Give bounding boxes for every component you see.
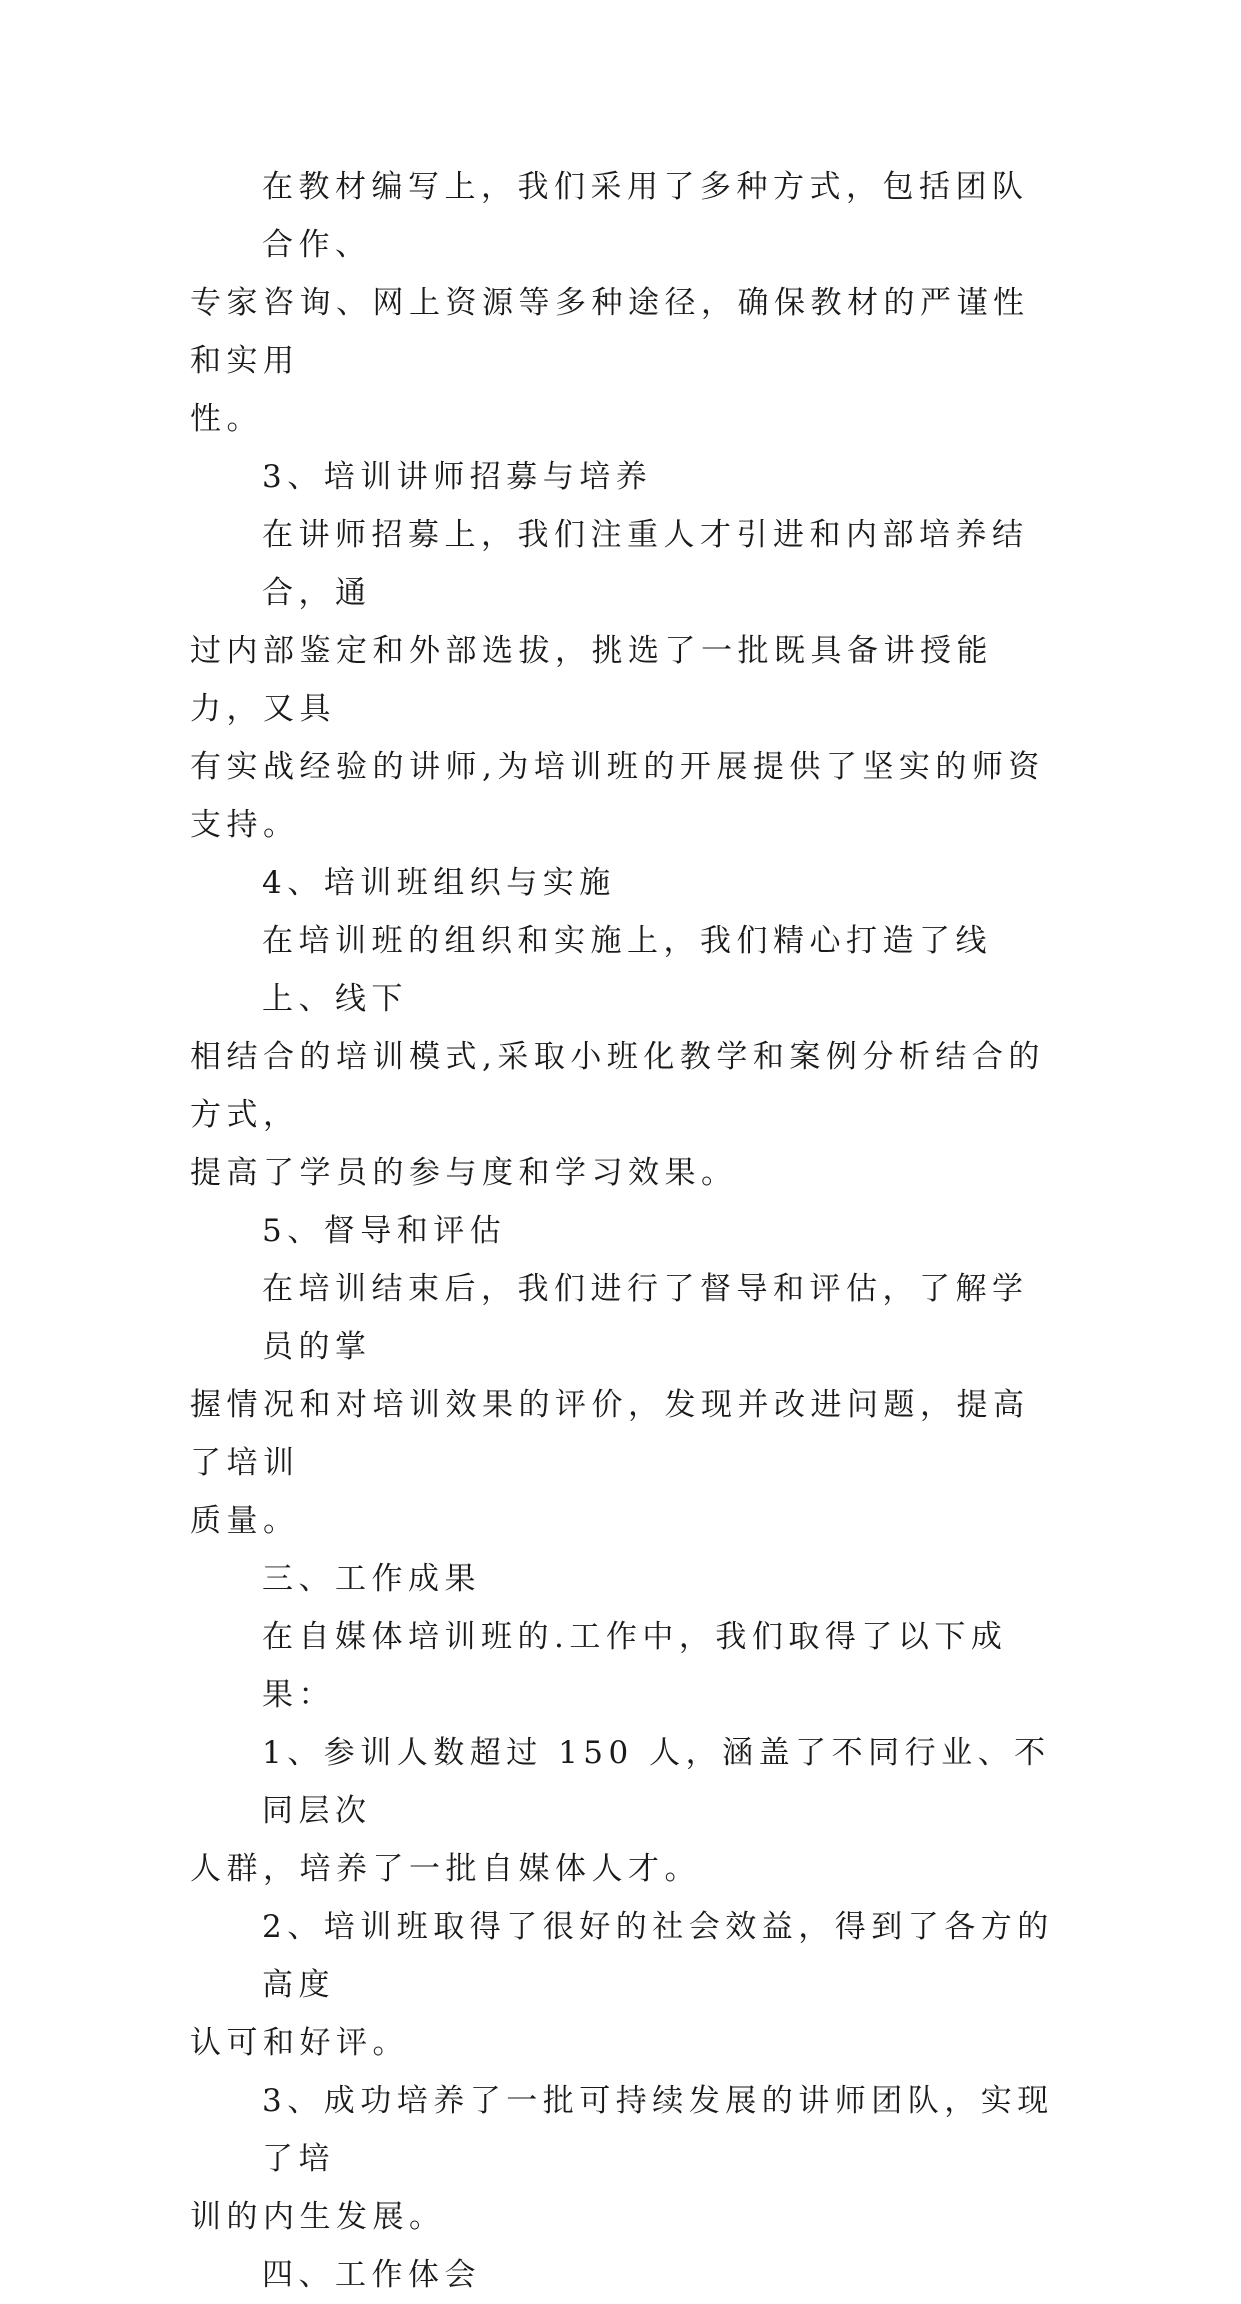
paragraph-result-1 xyxy=(190,1724,1060,1898)
text-line: 有实战经验的讲师,为培训班的开展提供了坚实的师资支持。 xyxy=(190,749,1045,843)
text-line: 相结合的培训模式,采取小班化教学和案例分析结合的方式， xyxy=(190,1039,1045,1133)
paragraph-supervision xyxy=(190,1260,1060,1550)
paragraph-result-3 xyxy=(190,2072,1060,2246)
paragraph-trainer-recruitment xyxy=(190,506,1060,854)
text-line: 4、培训班组织与实施 xyxy=(262,865,616,901)
text-line: 专家咨询、网上资源等多种途径，确保教材的严谨性和实用 xyxy=(190,285,1030,379)
text-line: 2、培训班取得了很好的社会效益，得到了各方的高度 xyxy=(262,1909,1054,2003)
text-line: 在自媒体培训班的.工作中，我们取得了以下成果： xyxy=(262,1619,1008,1713)
text-line: 在培训班的组织和实施上，我们精心打造了线上、线下 xyxy=(262,923,992,1017)
text-line: 三、工作成果 xyxy=(262,1561,481,1597)
heading-work-experience xyxy=(190,2246,1060,2304)
text-line: 1、参训人数超过 150 人，涵盖了不同行业、不同层次 xyxy=(262,1735,1051,1829)
text-line: 提高了学员的参与度和学习效果。 xyxy=(190,1155,738,1191)
paragraph-class-organization xyxy=(190,912,1060,1202)
text-line: 在培训结束后，我们进行了督导和评估，了解学员的掌 xyxy=(262,1271,1029,1365)
text-line: 5、督导和评估 xyxy=(262,1213,507,1249)
body-text xyxy=(190,158,1060,2304)
paragraph-results-intro xyxy=(190,1608,1060,1724)
text-line: 3、培训讲师招募与培养 xyxy=(262,459,653,495)
text-line: 在教材编写上，我们采用了多种方式，包括团队合作、 xyxy=(262,169,1029,263)
heading-work-results xyxy=(190,1550,1060,1608)
text-line: 四、工作体会 xyxy=(262,2257,481,2293)
text-line: 在讲师招募上，我们注重人才引进和内部培养结合，通 xyxy=(262,517,1029,611)
text-line: 过内部鉴定和外部选拔，挑选了一批既具备讲授能力，又具 xyxy=(190,633,993,727)
heading-class-organization xyxy=(190,854,1060,912)
text-line: 质量。 xyxy=(190,1503,300,1539)
text-line: 握情况和对培训效果的评价，发现并改进问题，提高了培训 xyxy=(190,1387,1030,1481)
text-line: 认可和好评。 xyxy=(190,2025,409,2061)
heading-trainer-recruitment xyxy=(190,448,1060,506)
paragraph-textbook-writing xyxy=(190,158,1060,448)
paragraph-result-2 xyxy=(190,1898,1060,2072)
text-line: 训的内生发展。 xyxy=(190,2199,446,2235)
text-line: 性。 xyxy=(190,401,263,437)
text-line: 人群，培养了一批自媒体人才。 xyxy=(190,1851,701,1887)
heading-supervision xyxy=(190,1202,1060,1260)
text-line: 3、成功培养了一批可持续发展的讲师团队，实现了培 xyxy=(262,2083,1054,2177)
